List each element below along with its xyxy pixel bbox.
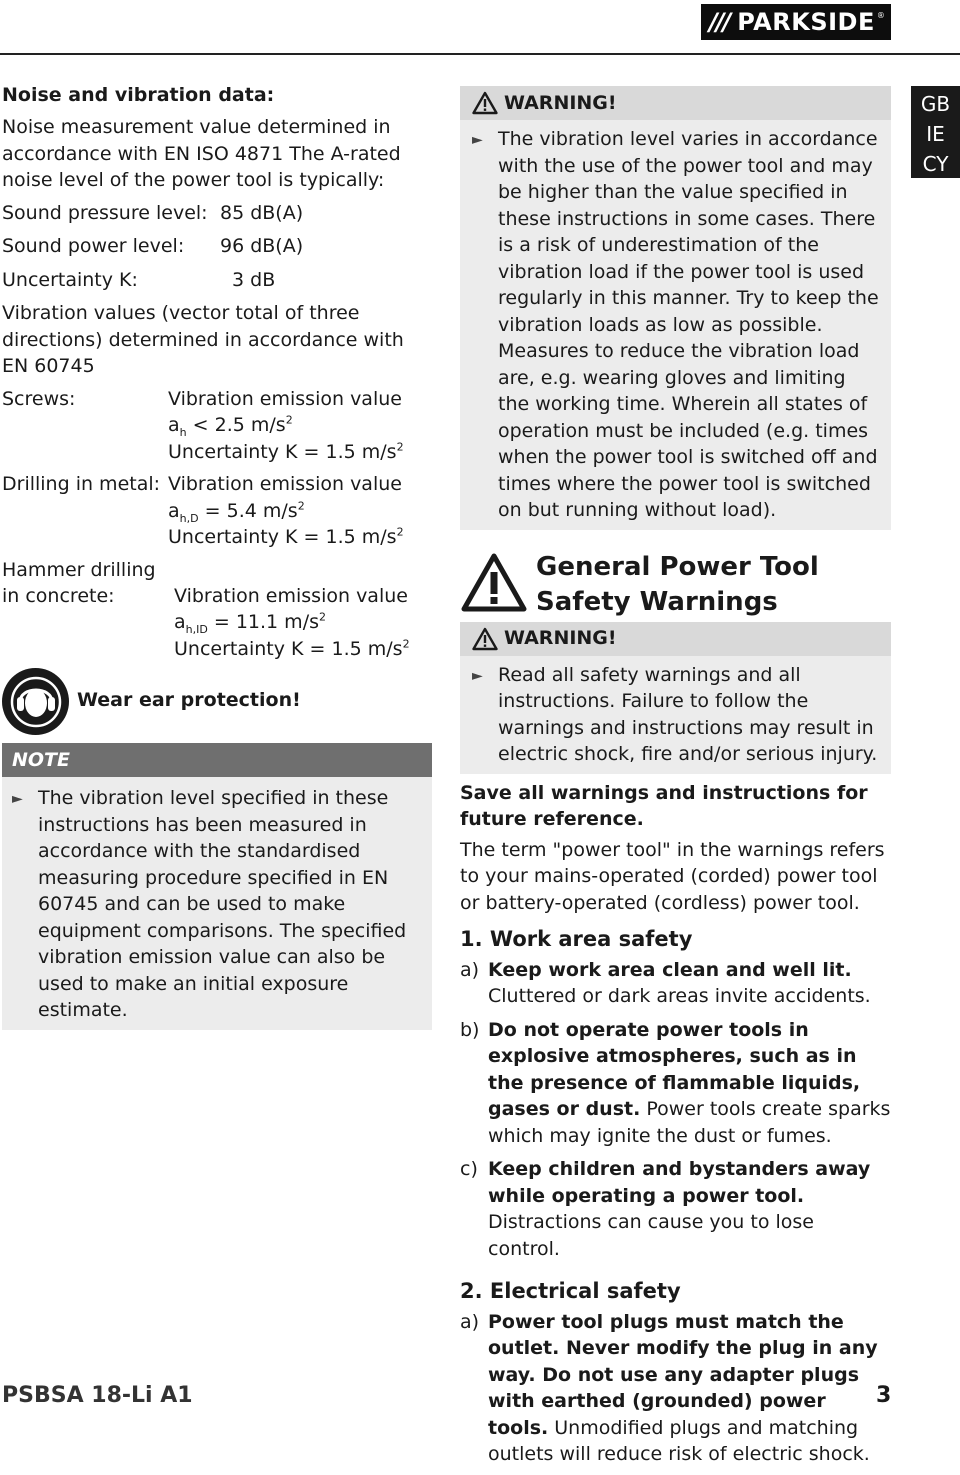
general-safety-title-line: Safety Warnings	[536, 586, 778, 617]
data-row	[2, 267, 432, 294]
noise-vibration-title: Noise and vibration data:	[2, 84, 275, 106]
note-text: The vibration level specified in these instructions has been measured in accordance with the standardised measuring procedure specified in EN 60745 and can be used to make equipment comparisons. The specified vibration emission value can also be used to make an initial exposure estimate.	[38, 787, 407, 1021]
vibration-label: Hammer drilling	[2, 558, 156, 581]
vibration-value: $a_{h,D} = 5.4$ $m/s^2$	[168, 499, 305, 525]
logo-brand: PARKSIDE	[737, 7, 875, 36]
row-value: 3 dB	[232, 268, 276, 291]
list-item: c) Keep children and bystanders away while operating a power tool. Distractions can cause you to lose control.	[460, 1158, 871, 1260]
ear-protection	[2, 668, 432, 735]
data-row	[2, 200, 432, 227]
bullet-arrow-icon: ►	[472, 667, 483, 684]
bullet-arrow-icon: ►	[12, 791, 23, 807]
vibration-label: Drilling in metal:	[2, 473, 161, 495]
warning-body	[460, 120, 891, 530]
warning-title: WARNING!	[504, 91, 617, 114]
general-safety-title-line: General Power Tool	[536, 551, 819, 582]
row-value: 85 dB(A)	[220, 201, 304, 224]
warning-text: Read all safety warnings and all instructions. Failure to follow the warnings and instructions may result in electric shock, fire and/or serious injury.	[498, 663, 878, 765]
language-code: IE	[926, 122, 945, 146]
left-column	[2, 82, 432, 1030]
general-safety-heading	[460, 552, 891, 620]
section-title-work-area: 1. Work area safety	[460, 927, 693, 951]
note-bullet	[12, 785, 422, 1024]
list-item: a) Keep work area clean and well lit. Cluttered or dark areas invite accidents.	[460, 958, 871, 1007]
vibration-label: in concrete:	[2, 585, 115, 607]
vibration-label: Screws:	[2, 387, 76, 410]
warning-triangle-icon	[472, 91, 498, 115]
warning-bullet	[472, 126, 881, 524]
language-box	[911, 86, 960, 178]
warning-header	[460, 86, 891, 120]
warning-body	[460, 656, 891, 774]
vibration-uncertainty: Uncertainty K = 1.5 $m/s^2$	[168, 525, 404, 548]
row-label: Sound power level:	[2, 235, 185, 257]
save-instructions: Save all warnings and instructions for future reference.	[460, 781, 868, 830]
section-title-electrical: 2. Electrical safety	[460, 1279, 681, 1303]
ear-protection-label: Wear ear protection!	[77, 689, 301, 712]
warning-header	[460, 622, 891, 656]
row-label: Uncertainty K:	[2, 268, 138, 291]
footer-model: PSBSA 18-Li A1	[2, 1383, 193, 1408]
vibration-value-title: Vibration emission value	[168, 387, 402, 410]
logo-slashes: ///	[709, 7, 730, 36]
bullet-arrow-icon: ►	[472, 132, 483, 148]
data-row	[2, 233, 432, 260]
header-rule	[0, 53, 960, 55]
vibration-uncertainty: Uncertainty K = 1.5 $m/s^2$	[174, 637, 410, 660]
note-header: NOTE	[2, 743, 432, 777]
noise-intro: Noise measurement value determined in accordance with EN ISO 4871 The A-rated noise level of the power tool is typically:	[2, 116, 401, 191]
vibration-value: $a_{h,ID} = 11.1$ $m/s^2$	[174, 610, 326, 636]
warning-triangle-large-icon	[460, 552, 528, 614]
right-column	[460, 86, 891, 1475]
page-number: 3	[876, 1383, 892, 1408]
parkside-logo	[701, 4, 891, 40]
vibration-value-title: Vibration emission value	[174, 584, 408, 607]
row-value: 96 dB(A)	[220, 235, 304, 257]
vibration-row-drilling	[2, 471, 432, 551]
vibration-table	[2, 386, 432, 663]
logo-registered: ®	[876, 10, 885, 20]
vibration-value: $a_h < 2.5$ $m/s^2$	[168, 413, 293, 439]
vibration-value-title: Vibration emission value	[168, 473, 402, 495]
note-body	[2, 777, 432, 1030]
list-item: b) Do not operate power tools in explosive atmospheres, such as in the presence of flammable liquids, gases or dust. Power tools create sparks which may ignite the dust or fumes.	[460, 1018, 891, 1147]
vibration-row-hammer	[2, 557, 432, 663]
vibration-row-screws	[2, 386, 432, 466]
vibration-uncertainty: Uncertainty K = 1.5 $m/s^2$	[168, 440, 404, 463]
language-code: CY	[922, 152, 949, 176]
ear-protection-icon	[2, 668, 69, 735]
warning-triangle-icon	[472, 627, 498, 651]
warning-bullet	[472, 662, 881, 768]
warning-text: The vibration level varies in accordance with the use of the power tool and may be higher than the value specified in these instructions in some cases. There is a risk of underestimation of the vibration load if the power tool is used regularly in this manner. Try to keep the vibration loads as low as possible. Measures to reduce the vibration load are, e.g. wearing gloves and limiting the working time. Wherein all states of operation must be included (e.g. times when the power tool is switched off and times where the power tool is switched on but running without load).	[498, 128, 879, 521]
warning-title: WARNING!	[504, 627, 617, 650]
language-code: GB	[920, 92, 951, 116]
row-label: Sound pressure level:	[2, 201, 208, 224]
list-item: a) Power tool plugs must match the outlet. Never modify the plug in any way. Do not use any adapter plugs with earthed (grounded) power tools. Unmodified plugs and matching outlets will reduce risk of electric shock.	[460, 1310, 878, 1465]
vibration-intro: Vibration values (vector total of three directions) determined in accordance with EN 60745	[2, 302, 404, 377]
power-tool-term: The term "power tool" in the warnings refers to your mains-operated (corded) power tool or battery-operated (cordless) power tool.	[460, 838, 885, 914]
